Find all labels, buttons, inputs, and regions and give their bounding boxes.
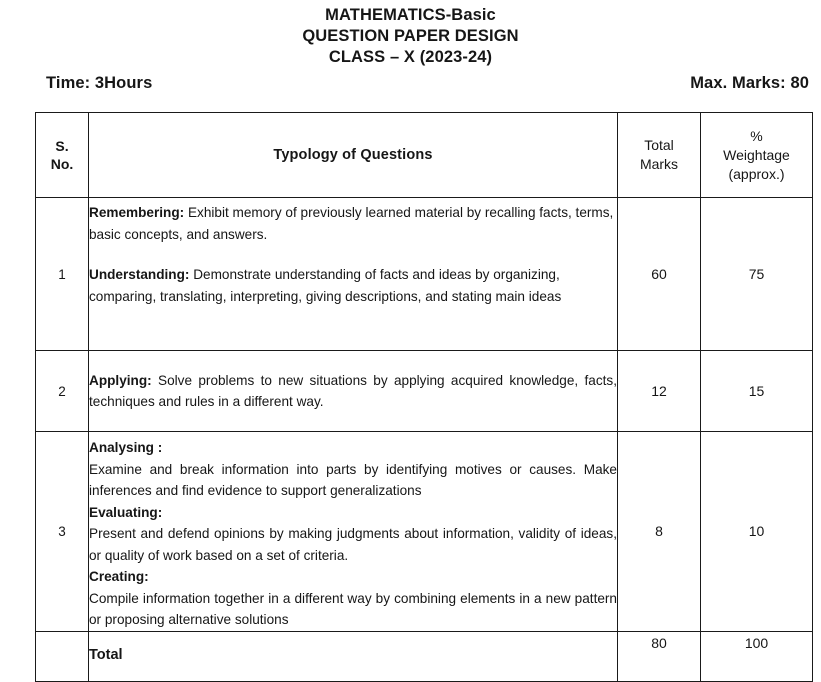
typology-heading-line: [89, 502, 617, 524]
column-header-total-marks-line2: Marks: [639, 156, 679, 172]
row-sno: 2: [36, 351, 89, 432]
typology-text: Demonstrate understanding of facts and ideas by organizing, comparing, translating, interpreting, giving descriptions, and stating main ideas: [89, 267, 562, 304]
typology-heading: Creating:: [89, 569, 149, 584]
typology-block: [89, 370, 617, 413]
column-header-weightage-line3: (approx.): [728, 165, 785, 182]
typology-table-wrapper: [35, 112, 812, 682]
row-typology: [89, 351, 618, 432]
row-sno: 1: [36, 198, 89, 351]
time-label: Time: 3Hours: [46, 74, 153, 92]
column-header-weightage-line2: Weightage: [723, 146, 790, 163]
typology-heading: Analysing :: [89, 440, 163, 455]
column-header-weightage: [701, 113, 813, 198]
column-header-typology-label: Typology of Questions: [273, 147, 433, 163]
document-title: [0, 0, 821, 68]
table-header-row: [36, 113, 813, 198]
total-row-label: Total: [89, 631, 618, 681]
paragraph-gap: [89, 245, 617, 264]
column-header-sno: [36, 113, 89, 198]
row-typology: [89, 432, 618, 632]
total-row-weightage: 100: [701, 631, 813, 681]
table-body: [36, 198, 813, 682]
column-header-total-marks-line1: Total: [644, 137, 674, 153]
row-sno: 3: [36, 432, 89, 632]
row-weightage: 15: [701, 351, 813, 432]
typology-text-line: Present and defend opinions by making judgments about information, validity of ideas, or quality of work based on a set of criteria.: [89, 526, 617, 563]
row-weightage: 75: [701, 198, 813, 351]
typology-text-line: Compile information together in a different way by combining elements in a new pattern or proposing alternative solutions: [89, 590, 617, 627]
typology-heading: Understanding:: [89, 267, 190, 282]
row-weightage: 10: [701, 432, 813, 632]
table-row: [36, 351, 813, 432]
table-total-row: [36, 631, 813, 681]
row-total-marks: 60: [618, 198, 701, 351]
table-header: [36, 113, 813, 198]
typology-heading-line: [89, 566, 617, 588]
typology-table: [35, 112, 813, 682]
column-header-sno-line2: No.: [50, 156, 74, 172]
typology-text: Exhibit memory of previously learned material by recalling facts, terms, basic concepts, and answers.: [89, 205, 614, 242]
typology-block: [89, 202, 617, 245]
column-header-total-marks: [618, 113, 701, 198]
column-header-sno-line1: S.: [55, 138, 69, 154]
max-marks-label: Max. Marks: 80: [690, 74, 809, 92]
exam-meta-row: [0, 68, 821, 93]
column-header-typology: [89, 113, 618, 198]
typology-block: [89, 264, 617, 307]
total-row-sno: [36, 631, 89, 681]
title-line-class: CLASS – X (2023-24): [328, 48, 493, 66]
typology-heading: Evaluating:: [89, 504, 163, 520]
typology-text-line: Examine and break information into parts by identifying motives or causes. Make inferences and find evidence to support generalizations: [89, 461, 617, 498]
title-line-subject: MATHEMATICS-Basic: [325, 6, 496, 24]
row-total-marks: 12: [618, 351, 701, 432]
row-total-marks: 8: [618, 432, 701, 632]
typology-heading: Applying:: [89, 372, 152, 388]
typology-heading-line: [89, 437, 617, 459]
typology-heading: Remembering:: [89, 205, 185, 220]
table-row: [36, 432, 813, 632]
typology-text: Solve problems to new situations by applying acquired knowledge, facts, techniques and rules in a different way.: [89, 372, 617, 409]
table-row: [36, 198, 813, 351]
row-typology: [89, 198, 618, 351]
total-row-total-marks: 80: [618, 631, 701, 681]
title-line-design: QUESTION PAPER DESIGN: [302, 27, 519, 45]
column-header-weightage-line1: %: [750, 127, 763, 144]
